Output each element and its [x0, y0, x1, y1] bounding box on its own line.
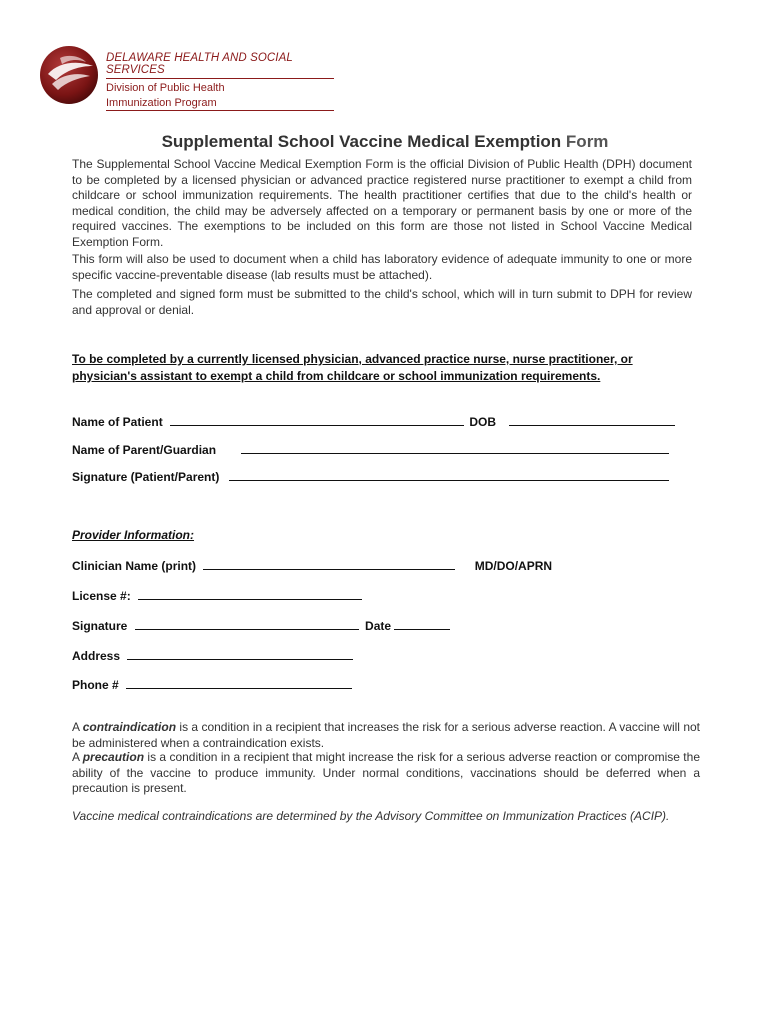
org-name: DELAWARE HEALTH AND SOCIAL SERVICES: [106, 52, 293, 76]
license-label: License #:: [72, 589, 131, 603]
precaution-definition: [72, 750, 700, 797]
license-field[interactable]: [138, 589, 362, 600]
form-title-tail: Form: [565, 132, 609, 151]
date-field[interactable]: [394, 619, 450, 630]
phone-label: Phone #: [72, 678, 119, 692]
clinician-name-row: [72, 559, 552, 573]
patient-signature-row: [72, 470, 669, 484]
patient-signature-field[interactable]: [229, 470, 669, 481]
intro-paragraph-3: The completed and signed form must be submitted to the child's school, which will in turn submit to DPH for review and approval or denial.: [72, 287, 692, 317]
completion-instruction: To be completed by a currently licensed physician, advanced practice nurse, nurse practitioner, or physician's assistant to exempt a child from childcare or school immunization requirements.: [72, 352, 633, 383]
parent-name-row: [72, 443, 669, 457]
program-name: Immunization Program: [106, 97, 217, 109]
clinician-name-label: Clinician Name (print): [72, 559, 197, 573]
org-divider: [106, 78, 334, 79]
acip-note: Vaccine medical contraindications are determined by the Advisory Committee on Immunization Practices (ACIP).: [72, 809, 670, 823]
precaution-prefix: A: [72, 750, 80, 764]
address-label: Address: [72, 649, 121, 663]
precaution-term: precaution: [82, 750, 145, 764]
intro-paragraph-2: This form will also be used to document when a child has laboratory evidence of adequate immunity to one or more specific vaccine-preventable disease (lab results must be attached).: [72, 252, 692, 282]
dob-field[interactable]: [509, 415, 675, 426]
form-title: [0, 132, 770, 152]
patient-name-field[interactable]: [170, 415, 464, 426]
date-label: Date: [365, 619, 392, 633]
address-field[interactable]: [127, 649, 353, 660]
phone-row: [72, 678, 352, 692]
phone-field[interactable]: [126, 678, 352, 689]
patient-name-label: Name of Patient: [72, 415, 163, 429]
dob-label: DOB: [469, 415, 497, 429]
division-name: Division of Public Health: [106, 82, 225, 94]
contra-text: is a condition in a recipient that increases the risk for a serious adverse reaction. A vaccine will not be administered when a contraindication exists.: [72, 720, 700, 750]
provider-signature-field[interactable]: [135, 619, 359, 630]
dhss-logo-icon: [38, 44, 100, 106]
patient-signature-label: Signature (Patient/Parent): [72, 470, 220, 484]
parent-name-field[interactable]: [241, 443, 669, 454]
parent-name-label: Name of Parent/Guardian: [72, 443, 217, 457]
provider-info-heading: Provider Information:: [72, 528, 195, 542]
contra-prefix: A: [72, 720, 80, 734]
clinician-name-field[interactable]: [203, 559, 455, 570]
credentials-label: MD/DO/APRN: [474, 559, 553, 573]
precaution-text: is a condition in a recipient that might increase the risk for a serious adverse reaction or compromise the ability of the vaccine to produce immunity. Under normal conditions, vaccinations should be deferred when a precaution is present.: [72, 750, 700, 795]
contraindication-term: contraindication: [82, 720, 177, 734]
contraindication-definition: [72, 720, 700, 751]
patient-name-row: [72, 415, 675, 429]
form-title-main: Supplemental School Vaccine Medical Exemption: [161, 132, 562, 151]
license-row: [72, 589, 362, 603]
intro-paragraph-1: The Supplemental School Vaccine Medical Exemption Form is the official Division of Public Health (DPH) document to be completed by a licensed physician or advanced practice registered nurse practitioner to exempt a child from childcare or school immunization requirements. The health practitioner certifies that due to the child's health or medical condition, the child may be adversely affected on a temporary or permanent basis by one or more of the required vaccines. The exemptions to be included on this form are those not listed in School Vaccine Medical Exemption Form.: [72, 157, 692, 249]
provider-signature-row: [72, 619, 450, 633]
provider-signature-label: Signature: [72, 619, 128, 633]
org-block: [106, 52, 336, 113]
address-row: [72, 649, 353, 663]
